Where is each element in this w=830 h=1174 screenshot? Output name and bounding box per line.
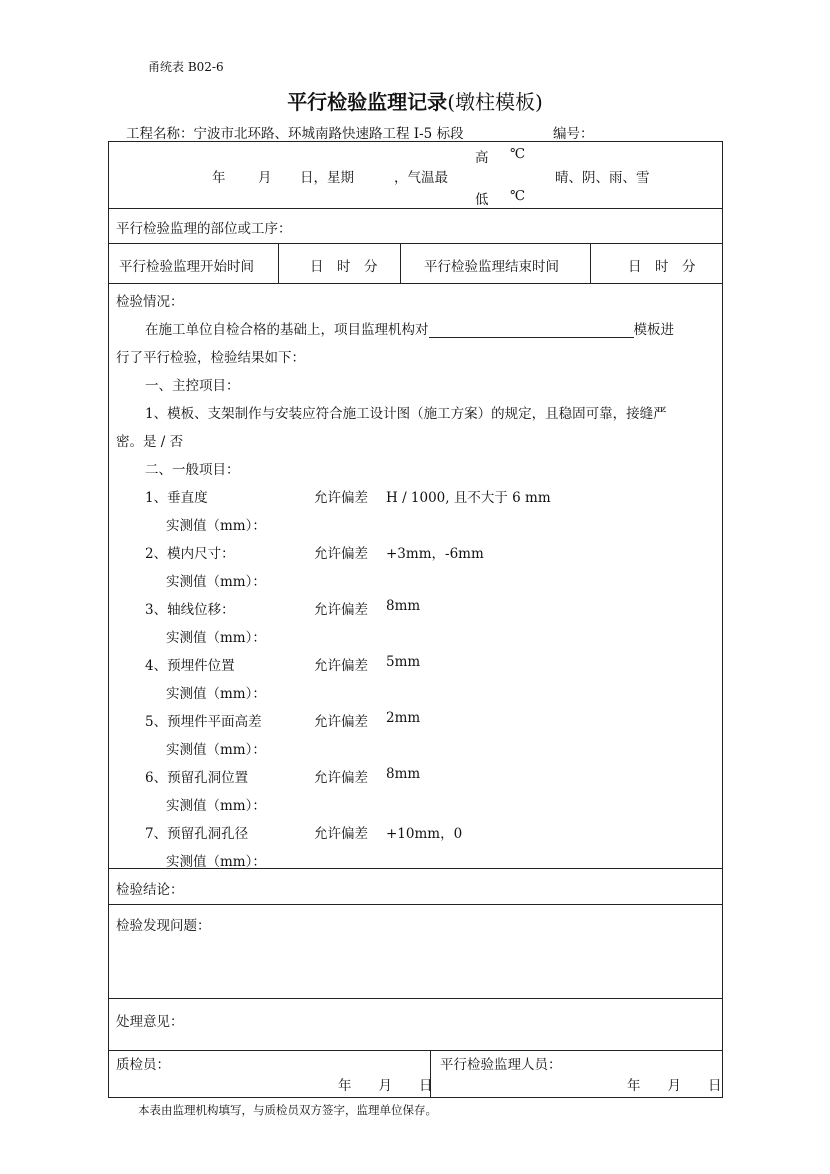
measured-value-label: 实测值（mm）： (166, 518, 266, 534)
title-sub: (墩柱模板) (447, 90, 543, 114)
object-blank (429, 324, 634, 338)
temp-low-unit: ℃ (510, 188, 526, 204)
weather-options: 晴、阴、雨、雪 (555, 170, 650, 186)
general-item-name: 1、垂直度 (145, 490, 208, 506)
tolerance-value: 2mm (386, 710, 421, 726)
position-label: 平行检验监理的部位或工序： (116, 221, 292, 237)
tolerance-label: 允许偏差 (314, 602, 368, 618)
main-item-1-cont: 密。是 / 否 (116, 434, 184, 450)
main-item-1: 1、模板、支架制作与安装应符合施工设计图（施工方案）的规定，且稳固可靠，接缝严 (145, 406, 667, 422)
measured-value-label: 实测值（mm）： (166, 854, 266, 870)
tolerance-value: 8mm (386, 598, 421, 614)
end-time-value: 日 时 分 (628, 259, 696, 275)
tolerance-label: 允许偏差 (314, 490, 368, 506)
measured-value-label: 实测值（mm）： (166, 742, 266, 758)
conclusion-label: 检验结论： (116, 882, 184, 898)
form-table (108, 141, 723, 1098)
tolerance-value: +3mm，-6mm (386, 546, 484, 562)
problems-label: 检验发现问题： (116, 918, 211, 934)
tolerance-label: 允许偏差 (314, 826, 368, 842)
tolerance-value: 5mm (386, 654, 421, 670)
supervisor-signature-date: 年 月 日 (627, 1078, 722, 1094)
temp-label: ，气温最 (394, 170, 448, 186)
general-item-name: 6、预留孔洞位置 (145, 770, 249, 786)
opinion-label: 处理意见： (116, 1014, 184, 1030)
inspection-intro (145, 318, 674, 338)
general-item-name: 3、轴线位移： (145, 602, 235, 618)
general-items-heading: 二、一般项目： (145, 462, 240, 478)
tolerance-label: 允许偏差 (314, 714, 368, 730)
supervisor-signature-label: 平行检验监理人员： (440, 1057, 562, 1073)
general-item-name: 2、模内尺寸： (145, 546, 235, 562)
date-weekday: 日，星期 (300, 170, 354, 186)
general-item-name: 5、预埋件平面高差 (145, 714, 262, 730)
page-title (0, 86, 830, 115)
qc-signature-label: 质检员： (116, 1057, 170, 1073)
temp-high-unit: ℃ (510, 146, 526, 162)
start-time-value: 日 时 分 (310, 259, 378, 275)
measured-value-label: 实测值（mm）： (166, 798, 266, 814)
project-name: 工程名称：宁波市北环路、环城南路快速路工程 I-5 标段 (126, 126, 464, 142)
intro-text-end: 模板进 (633, 322, 674, 338)
tolerance-value: H / 1000, 且不大于 6 mm (386, 490, 551, 506)
tolerance-value: 8mm (386, 766, 421, 782)
tolerance-label: 允许偏差 (314, 770, 368, 786)
date-year: 年 (212, 170, 226, 186)
measured-value-label: 实测值（mm）： (166, 686, 266, 702)
general-item-name: 4、预埋件位置 (145, 658, 235, 674)
temp-high: 高 (475, 150, 489, 166)
tolerance-label: 允许偏差 (314, 546, 368, 562)
intro-text: 在施工单位自检合格的基础上，项目监理机构对 (145, 322, 429, 338)
title-main: 平行检验监理记录 (287, 90, 448, 114)
intro-text-2: 行了平行检验，检验结果如下： (116, 350, 305, 366)
main-items-heading: 一、主控项目： (145, 378, 240, 394)
tolerance-label: 允许偏差 (314, 658, 368, 674)
end-time-label: 平行检验监理结束时间 (424, 259, 559, 275)
measured-value-label: 实测值（mm）： (166, 574, 266, 590)
general-item-name: 7、预留孔洞孔径 (145, 826, 249, 842)
footnote: 本表由监理机构填写，与质检员双方签字，监理单位保存。 (138, 1103, 437, 1117)
inspection-heading: 检验情况： (116, 294, 184, 310)
measured-value-label: 实测值（mm）： (166, 630, 266, 646)
date-month: 月 (258, 170, 272, 186)
number-label: 编号： (553, 126, 594, 142)
form-code: 甬统表 B02-6 (148, 60, 224, 74)
qc-signature-date: 年 月 日 (338, 1078, 433, 1094)
start-time-label: 平行检验监理开始时间 (119, 259, 254, 275)
temp-low: 低 (475, 192, 489, 208)
tolerance-value: +10mm，0 (386, 826, 463, 842)
